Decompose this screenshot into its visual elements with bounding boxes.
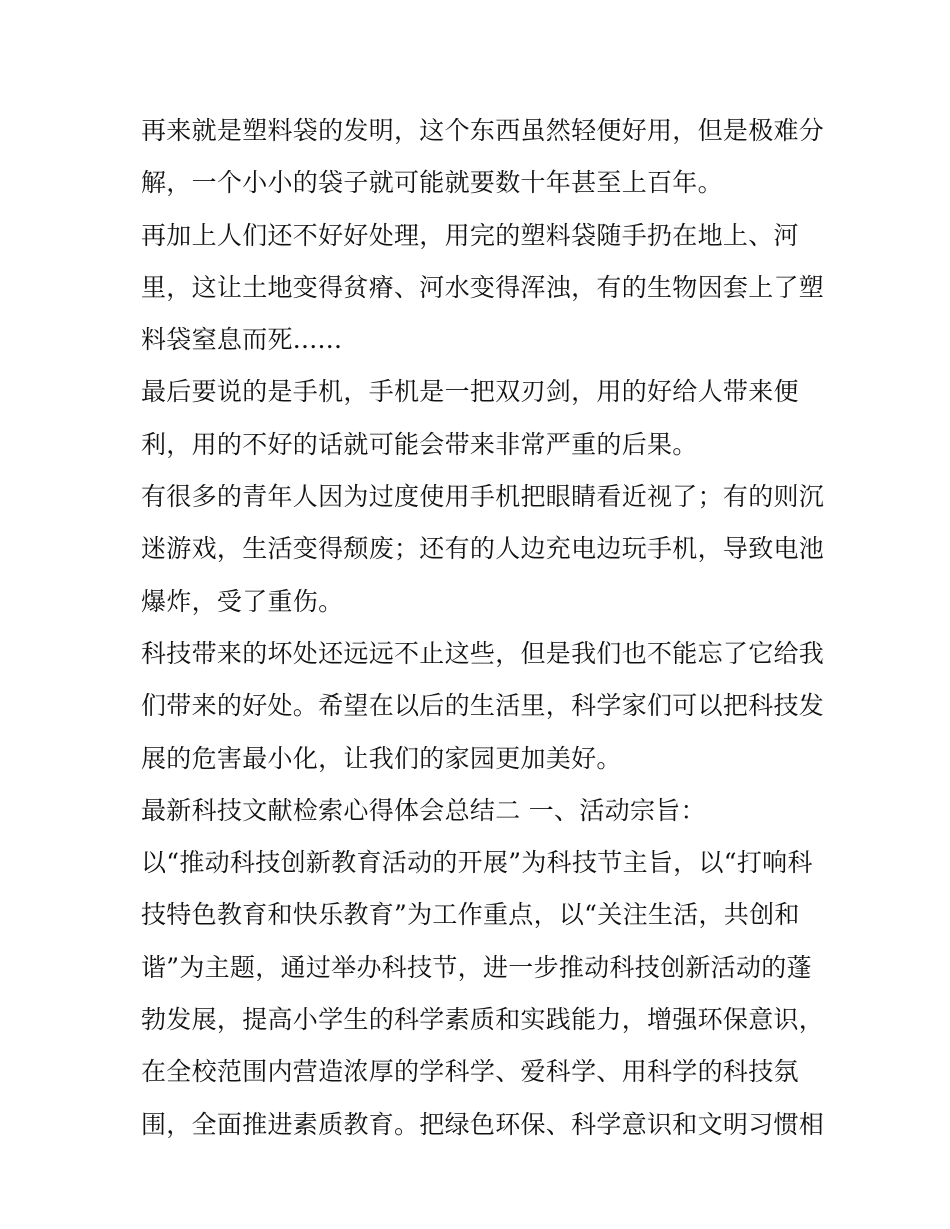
text-line: 有很多的青年人因为过度使用手机把眼睛看近视了；有的则沉 <box>141 482 825 512</box>
text-line: 最后要说的是手机，手机是一把双刃剑，用的好给人带来便 <box>141 377 799 407</box>
text-line: 利，用的不好的话就可能会带来非常严重的后果。 <box>141 429 698 459</box>
text-line: 解，一个小小的袋子就可能就要数十年甚至上百年。 <box>141 168 723 198</box>
text-line: 再来就是塑料袋的发明，这个东西虽然轻便好用，但是极难分 <box>141 116 825 145</box>
document-text-body <box>141 105 825 1151</box>
text-line: 勃发展，提高小学生的科学素质和实践能力，增强环保意识， <box>141 1005 825 1035</box>
text-line: 展的危害最小化，让我们的家园更加美好。 <box>141 743 622 773</box>
text-line: 里，这让土地变得贫瘠、河水变得浑浊，有的生物因套上了塑 <box>141 272 825 302</box>
text-line: 爆炸，受了重伤。 <box>141 586 344 616</box>
text-line: 谐”为主题，通过举办科技节，进一步推动科技创新活动的蓬 <box>141 952 812 982</box>
text-line: 技特色教育和快乐教育”为工作重点，以“关注生活，共创和 <box>141 900 800 930</box>
text-line: 在全校范围内营造浓厚的学科学、爱科学、用科学的科技氛 <box>141 1057 799 1087</box>
text-line: 科技带来的坏处还远远不止这些，但是我们也不能忘了它给我 <box>141 638 825 668</box>
text-line: 围，全面推进素质教育。把绿色环保、科学意识和文明习惯相 <box>141 1109 825 1139</box>
section-heading-line: 最新科技文献检索心得体会总结二 一、活动宗旨： <box>141 795 706 825</box>
text-line: 们带来的好处。希望在以后的生活里，科学家们可以把科技发 <box>141 691 825 721</box>
text-line: 以“推动科技创新教育活动的开展”为科技节主旨，以“打响科 <box>141 848 813 878</box>
text-line: 再加上人们还不好好处理，用完的塑料袋随手扔在地上、河 <box>141 220 799 250</box>
text-line: 迷游戏，生活变得颓废；还有的人边充电边玩手机，导致电池 <box>141 534 825 564</box>
text-line: 料袋窒息而死...... <box>141 325 343 355</box>
